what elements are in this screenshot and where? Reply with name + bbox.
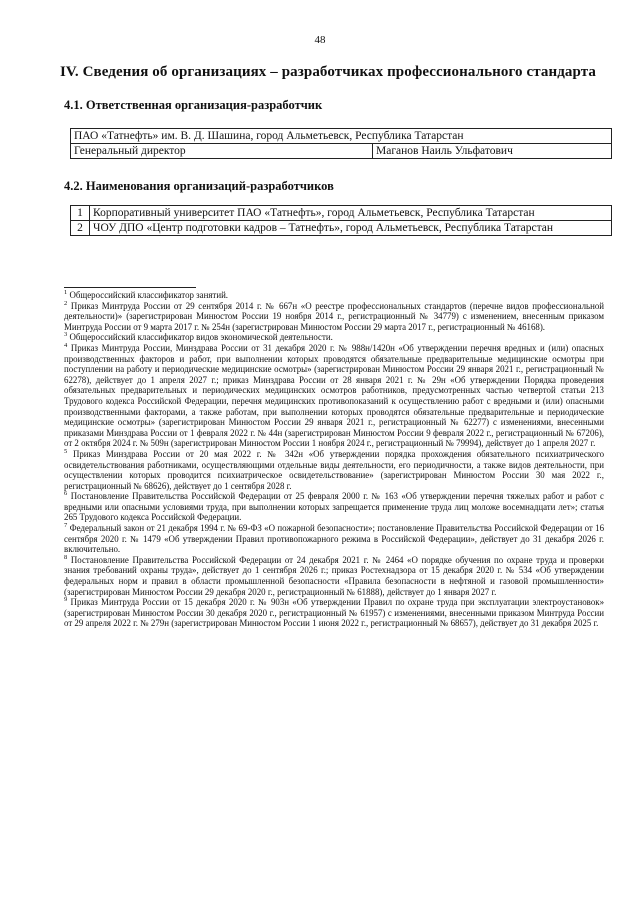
- footnote: [64, 290, 604, 301]
- responsible-org-name: ПАО «Татнефть» им. В. Д. Шашина, город Альметьевск, Республика Татарстан: [71, 129, 612, 144]
- footnote-number: 3: [64, 331, 68, 339]
- row-number: 1: [71, 206, 90, 221]
- footnote-number: 7: [64, 522, 68, 530]
- footnote-text: Постановление Правительства Российской Федерации от 25 февраля 2000 г. № 163 «Об утверждении перечня тяжелых работ и работ с вредными или опасными условиями труда, при выполнении которых запрещается применение труда лиц моложе восемнадцати лет»; статья 265 Трудового кодекса Российской Федерации.: [64, 491, 604, 523]
- footnote-text: Постановление Правительства Российской Федерации от 24 декабря 2021 г. № 2464 «О порядке обучения по охране труда и проверки знания требований охраны труда», действует до 1 сентября 2026 г.; приказ Ростехнадзора от 15 декабря 2020 г. № 534 «Об утверждении федеральных норм и правил в области промышленной безопасности «Правила безопасности в нефтяной и газовой промышленности» (зарегистрирован Минюстом России 29 декабря 2020 г., регистрационный № 61888), действует до 1 января 2027 г.: [64, 554, 605, 597]
- footnote-divider: [64, 287, 196, 288]
- footnote-text: Приказ Минтруда России, Минздрава России от 31 декабря 2020 г. № 988н/1420н «Об утверждении перечня вредных и (или) опасных производственных факторов и работ, при выполнении которых проводятся обязательные предварительные медицинские осмотры при поступлении на работу и периодические медицинские осмотры» (зарегистрирован Минюстом России 29 января 2021 г., регистрационный № 62278), действует до 1 апреля 2027 г.; приказ Минздрава России от 28 января 2021 г. № 29н «Об утверждении Порядка проведения обязательных предварительных и периодических медицинских осмотров работников, предусмотренных частью четвертой статьи 213 Трудового кодекса Российской Федерации, перечня медицинских противопоказаний к осуществлению работ с вредными и (или) опасными производственными факторами, а также работам, при выполнении которых проводятся обязательные предварительные и периодические медицинские осмотры» (зарегистрирован Минюстом России 29 января 2021 г., регистрационный № 62277) с изменениями, внесенными приказами Минздрава России от 1 февраля 2022 г. № 44н (зарегистрирован Минюстом России 9 февраля 2022 г., регистрационный № 67206), от 2 октября 2024 г. № 509н (зарегистрирован Минюстом России 1 ноября 2024 г., регистрационный № 79994), действует до 1 апреля 2027 г.: [64, 342, 604, 449]
- responsible-person: Маганов Наиль Ульфатович: [373, 144, 612, 159]
- subsection-title-developers: 4.2. Наименования организаций-разработчиков: [64, 179, 334, 193]
- responsible-position: Генеральный директор: [71, 144, 373, 159]
- table-row: [71, 144, 612, 159]
- footnote-text: Общероссийский классификатор видов экономической деятельности.: [69, 332, 333, 343]
- footnote-number: 6: [64, 490, 68, 498]
- footnote: [64, 343, 604, 449]
- footnote-text: Приказ Минтруда России от 29 сентября 2014 г. № 667н «О реестре профессиональных стандартов (перечне видов профессиональной деятельности)» (зарегистрирован Минюстом России 19 ноября 2014 г., регистрационный № 34779) с изменением, внесенным приказом Минтруда России от 9 марта 2017 г. № 254н (зарегистрирован Минюстом России 29 марта 2017 г., регистрационный № 46168).: [64, 300, 605, 332]
- footnote-number: 2: [64, 299, 68, 307]
- footnote: [64, 449, 604, 491]
- footnote-number: 9: [64, 596, 68, 604]
- footnote: [64, 301, 604, 333]
- footnote: [64, 523, 604, 555]
- footnote-number: 1: [64, 289, 68, 297]
- table-row: [71, 129, 612, 144]
- footnote-number: 5: [64, 447, 68, 455]
- footnote-text: Общероссийский классификатор занятий.: [69, 290, 229, 300]
- subsection-title-responsible: 4.1. Ответственная организация-разработчик: [64, 98, 323, 112]
- footnote: [64, 597, 604, 629]
- footnotes: [64, 290, 604, 629]
- page-number: 48: [314, 34, 326, 46]
- footnote: [64, 555, 604, 597]
- footnote: [64, 332, 604, 343]
- responsible-org-table: [70, 128, 612, 159]
- footnote-number: 4: [64, 342, 68, 349]
- footnote: [64, 491, 604, 523]
- developer-org: Корпоративный университет ПАО «Татнефть», город Альметьевск, Республика Татарстан: [90, 206, 612, 221]
- developers-table: [70, 205, 612, 236]
- table-row: [71, 206, 612, 221]
- footnote-text: Федеральный закон от 21 декабря 1994 г. № 69-ФЗ «О пожарной безопасности»; постановление Правительства Российской Федерации от 16 сентября 2020 г. № 1479 «Об утверждении Правил противопожарного режима в Российской Федерации», действует до 31 декабря 2026 г. включительно.: [64, 523, 605, 555]
- table-row: [71, 221, 612, 236]
- developer-org: ЧОУ ДПО «Центр подготовки кадров – Татнефть», город Альметьевск, Республика Татарстан: [90, 221, 612, 236]
- footnote-number: 8: [64, 553, 68, 561]
- row-number: 2: [71, 221, 90, 236]
- footnote-text: Приказ Минтруда России от 15 декабря 2020 г. № 903н «Об утверждении Правил по охране труда при эксплуатации электроустановок» (зарегистрирован Минюстом России 30 декабря 2020 г., регистрационный № 61957) с изменениями, внесенными приказом Минтруда России от 29 апреля 2022 г. № 279н (зарегистрирован Минюстом России 1 июня 2022 г., регистрационный № 68657), действует до 31 декабря 2025 г.: [64, 597, 605, 629]
- section-title: IV. Сведения об организациях – разработчиках профессионального стандарта: [59, 64, 597, 80]
- footnote-text: Приказ Минздрава России от 20 мая 2022 г. № 342н «Об утверждении порядка прохождения обязательного психиатрического освидетельствования работниками, осуществляющими отдельные виды деятельности, его периодичности, а также видов деятельности, при осуществлении которых проводится психиатрическое освидетельствование» (зарегистрирован Минюстом России 30 мая 2022 г., регистрационный № 68626), действует до 1 сентября 2028 г.: [64, 448, 605, 491]
